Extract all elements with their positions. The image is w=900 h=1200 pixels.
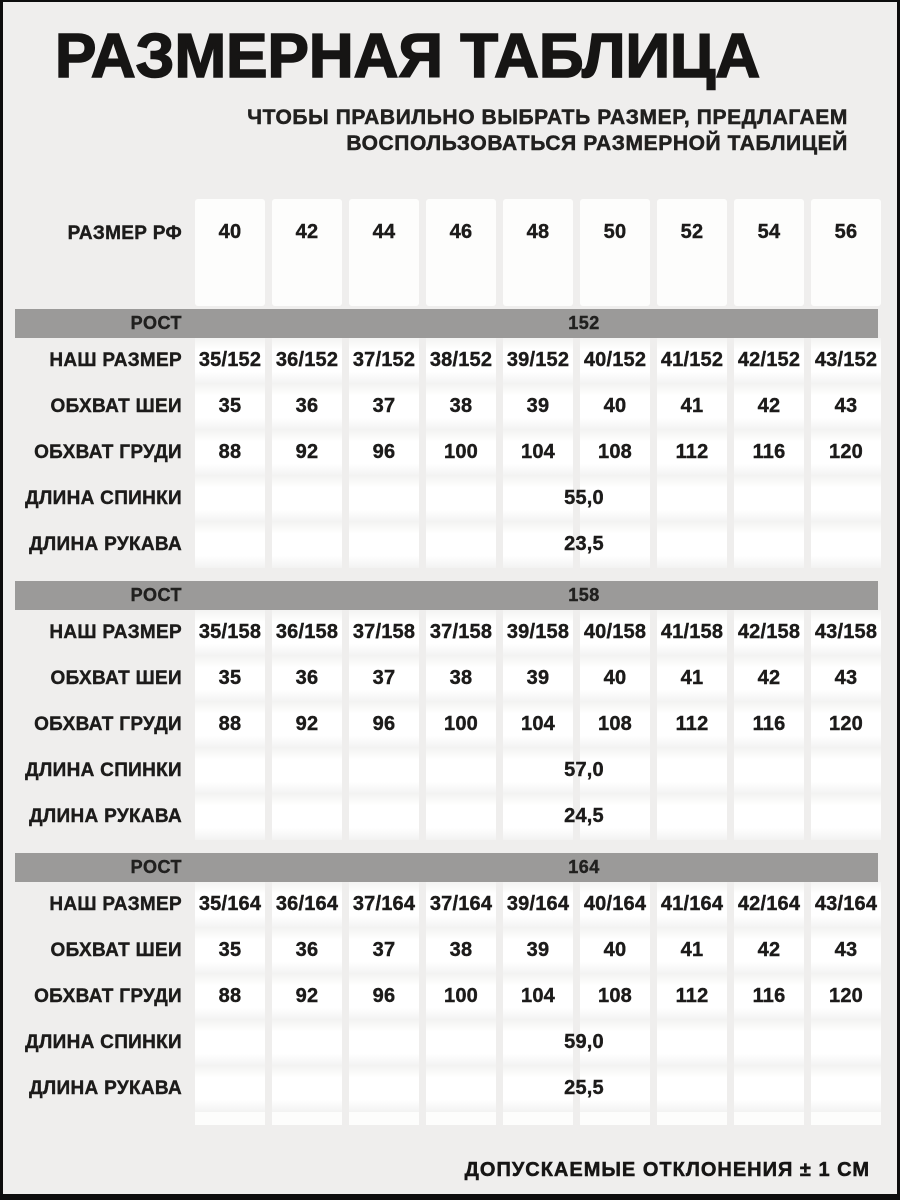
cell: 37/152 bbox=[349, 338, 419, 384]
cell: 88 bbox=[195, 430, 265, 476]
cell: 36 bbox=[272, 656, 342, 702]
cell: 104 bbox=[503, 702, 573, 748]
cell: 104 bbox=[503, 430, 573, 476]
cell: 92 bbox=[272, 974, 342, 1020]
cell: 41/158 bbox=[657, 610, 727, 656]
cell: 36/164 bbox=[272, 882, 342, 928]
cell: 40 bbox=[580, 656, 650, 702]
cell: 38/152 bbox=[426, 338, 496, 384]
empty-cell bbox=[426, 1112, 496, 1125]
cell: 39 bbox=[503, 928, 573, 974]
cell: 35 bbox=[195, 656, 265, 702]
row-label: НАШ РАЗМЕР bbox=[49, 893, 182, 915]
cell: 43/158 bbox=[811, 610, 881, 656]
band-label: РОСТ bbox=[130, 312, 182, 333]
height-band-152 bbox=[15, 309, 878, 338]
cell: 96 bbox=[349, 974, 419, 1020]
cell: 37/164 bbox=[349, 882, 419, 928]
size-rf-cell: 44 bbox=[349, 199, 419, 306]
footer-note: ДОПУСКАЕМЫЕ ОТКЛОНЕНИЯ ± 1 СМ bbox=[464, 1158, 870, 1181]
cell: 35/164 bbox=[195, 882, 265, 928]
table-row-chest bbox=[3, 974, 897, 1020]
empty-cell bbox=[272, 1112, 342, 1125]
cell: 37/158 bbox=[349, 610, 419, 656]
table-row-back-length bbox=[3, 748, 897, 794]
cell: 43 bbox=[811, 384, 881, 430]
spanned-value: 57,0 bbox=[564, 759, 604, 782]
cell: 43 bbox=[811, 928, 881, 974]
cell: 88 bbox=[195, 974, 265, 1020]
table-row-our-size bbox=[3, 882, 897, 928]
cell: 42 bbox=[734, 928, 804, 974]
row-label: ОБХВАТ ГРУДИ bbox=[34, 985, 182, 1007]
cell: 38 bbox=[426, 656, 496, 702]
cell: 41 bbox=[657, 928, 727, 974]
cell: 37 bbox=[349, 384, 419, 430]
row-label: ДЛИНА СПИНКИ bbox=[25, 487, 182, 509]
row-label-size-rf: РАЗМЕР РФ bbox=[67, 222, 182, 244]
cell: 108 bbox=[580, 430, 650, 476]
table-row-sleeve-length bbox=[3, 1066, 897, 1112]
size-rf-cell: 42 bbox=[272, 199, 342, 306]
cell: 37/158 bbox=[426, 610, 496, 656]
cell: 40/158 bbox=[580, 610, 650, 656]
cell: 100 bbox=[426, 430, 496, 476]
band-label: РОСТ bbox=[130, 856, 182, 877]
cell: 43/152 bbox=[811, 338, 881, 384]
cell: 100 bbox=[426, 974, 496, 1020]
cell: 108 bbox=[580, 974, 650, 1020]
page-title: РАЗМЕРНАЯ ТАБЛИЦА bbox=[55, 22, 761, 91]
row-label: ОБХВАТ ГРУДИ bbox=[34, 441, 182, 463]
spanned-value: 24,5 bbox=[564, 805, 604, 828]
cell: 39 bbox=[503, 656, 573, 702]
cell: 40 bbox=[580, 928, 650, 974]
cell: 41/152 bbox=[657, 338, 727, 384]
subtitle-line-1: ЧТОБЫ ПРАВИЛЬНО ВЫБРАТЬ РАЗМЕР, ПРЕДЛАГАЕМ bbox=[247, 105, 848, 129]
table-row-our-size bbox=[3, 610, 897, 656]
table-row-neck bbox=[3, 928, 897, 974]
cell: 36 bbox=[272, 384, 342, 430]
cell: 35 bbox=[195, 384, 265, 430]
size-rf-cell: 54 bbox=[734, 199, 804, 306]
size-rf-cell: 40 bbox=[195, 199, 265, 306]
row-label: ОБХВАТ ГРУДИ bbox=[34, 713, 182, 735]
row-label: НАШ РАЗМЕР bbox=[49, 621, 182, 643]
size-rf-cell: 48 bbox=[503, 199, 573, 306]
row-label: ДЛИНА РУКАВА bbox=[29, 805, 182, 827]
cell: 120 bbox=[811, 430, 881, 476]
cell: 40/164 bbox=[580, 882, 650, 928]
cell: 116 bbox=[734, 974, 804, 1020]
cell: 36/152 bbox=[272, 338, 342, 384]
cell: 116 bbox=[734, 702, 804, 748]
cell: 39/158 bbox=[503, 610, 573, 656]
size-rf-cell: 56 bbox=[811, 199, 881, 306]
empty-label bbox=[3, 1112, 188, 1125]
cell: 120 bbox=[811, 974, 881, 1020]
spanned-value: 23,5 bbox=[564, 533, 604, 556]
cell: 35 bbox=[195, 928, 265, 974]
empty-cell bbox=[195, 1112, 265, 1125]
cell: 116 bbox=[734, 430, 804, 476]
table-row-back-length bbox=[3, 1020, 897, 1066]
table-row-our-size bbox=[3, 338, 897, 384]
cell: 43/164 bbox=[811, 882, 881, 928]
row-label: ОБХВАТ ШЕИ bbox=[50, 395, 182, 417]
table-header-row bbox=[3, 199, 897, 306]
table-row-back-length bbox=[3, 476, 897, 522]
cell: 92 bbox=[272, 702, 342, 748]
cell: 41 bbox=[657, 384, 727, 430]
empty-cell bbox=[503, 1112, 573, 1125]
cell: 37 bbox=[349, 928, 419, 974]
cell: 40 bbox=[580, 384, 650, 430]
size-rf-cell: 50 bbox=[580, 199, 650, 306]
cell: 100 bbox=[426, 702, 496, 748]
row-label: ОБХВАТ ШЕИ bbox=[50, 667, 182, 689]
cell: 120 bbox=[811, 702, 881, 748]
height-band-164 bbox=[15, 853, 878, 882]
cell: 39/152 bbox=[503, 338, 573, 384]
cell: 40/152 bbox=[580, 338, 650, 384]
band-label: РОСТ bbox=[130, 584, 182, 605]
cell: 38 bbox=[426, 384, 496, 430]
spanned-value: 55,0 bbox=[564, 487, 604, 510]
row-label: НАШ РАЗМЕР bbox=[49, 349, 182, 371]
empty-cell bbox=[349, 1112, 419, 1125]
row-label: ДЛИНА РУКАВА bbox=[29, 533, 182, 555]
cell: 35/152 bbox=[195, 338, 265, 384]
empty-cell bbox=[811, 1112, 881, 1125]
cell: 36 bbox=[272, 928, 342, 974]
table-row-sleeve-length bbox=[3, 794, 897, 840]
subtitle bbox=[3, 105, 848, 157]
empty-cell bbox=[734, 1112, 804, 1125]
cell: 112 bbox=[657, 430, 727, 476]
height-band-158 bbox=[15, 581, 878, 610]
cell: 92 bbox=[272, 430, 342, 476]
empty-cell bbox=[580, 1112, 650, 1125]
table-row-chest bbox=[3, 430, 897, 476]
size-rf-cell: 52 bbox=[657, 199, 727, 306]
cell: 42 bbox=[734, 384, 804, 430]
table-row-neck bbox=[3, 656, 897, 702]
cell: 41/164 bbox=[657, 882, 727, 928]
cell: 39/164 bbox=[503, 882, 573, 928]
band-value: 164 bbox=[568, 856, 600, 877]
cell: 104 bbox=[503, 974, 573, 1020]
cell: 112 bbox=[657, 702, 727, 748]
row-label: ДЛИНА РУКАВА bbox=[29, 1077, 182, 1099]
band-value: 158 bbox=[568, 584, 600, 605]
size-table bbox=[3, 199, 897, 1125]
cell: 96 bbox=[349, 702, 419, 748]
cell: 88 bbox=[195, 702, 265, 748]
cell: 37 bbox=[349, 656, 419, 702]
subtitle-line-2: ВОСПОЛЬЗОВАТЬСЯ РАЗМЕРНОЙ ТАБЛИЦЕЙ bbox=[346, 131, 848, 155]
table-row-chest bbox=[3, 702, 897, 748]
band-value: 152 bbox=[568, 312, 600, 333]
cell: 42/152 bbox=[734, 338, 804, 384]
cell: 39 bbox=[503, 384, 573, 430]
row-label: ДЛИНА СПИНКИ bbox=[25, 759, 182, 781]
cell: 42/164 bbox=[734, 882, 804, 928]
spanned-value: 59,0 bbox=[564, 1031, 604, 1054]
cell: 37/164 bbox=[426, 882, 496, 928]
cell: 42/158 bbox=[734, 610, 804, 656]
table-row-sleeve-length bbox=[3, 522, 897, 568]
cell: 112 bbox=[657, 974, 727, 1020]
cell: 42 bbox=[734, 656, 804, 702]
cell: 35/158 bbox=[195, 610, 265, 656]
spanned-value: 25,5 bbox=[564, 1077, 604, 1100]
cell: 38 bbox=[426, 928, 496, 974]
row-label: ДЛИНА СПИНКИ bbox=[25, 1031, 182, 1053]
cell: 108 bbox=[580, 702, 650, 748]
row-label: ОБХВАТ ШЕИ bbox=[50, 939, 182, 961]
cell: 43 bbox=[811, 656, 881, 702]
cell: 41 bbox=[657, 656, 727, 702]
table-row-neck bbox=[3, 384, 897, 430]
cell: 36/158 bbox=[272, 610, 342, 656]
size-rf-cell: 46 bbox=[426, 199, 496, 306]
table-tail-row bbox=[3, 1112, 897, 1125]
empty-cell bbox=[657, 1112, 727, 1125]
cell: 96 bbox=[349, 430, 419, 476]
